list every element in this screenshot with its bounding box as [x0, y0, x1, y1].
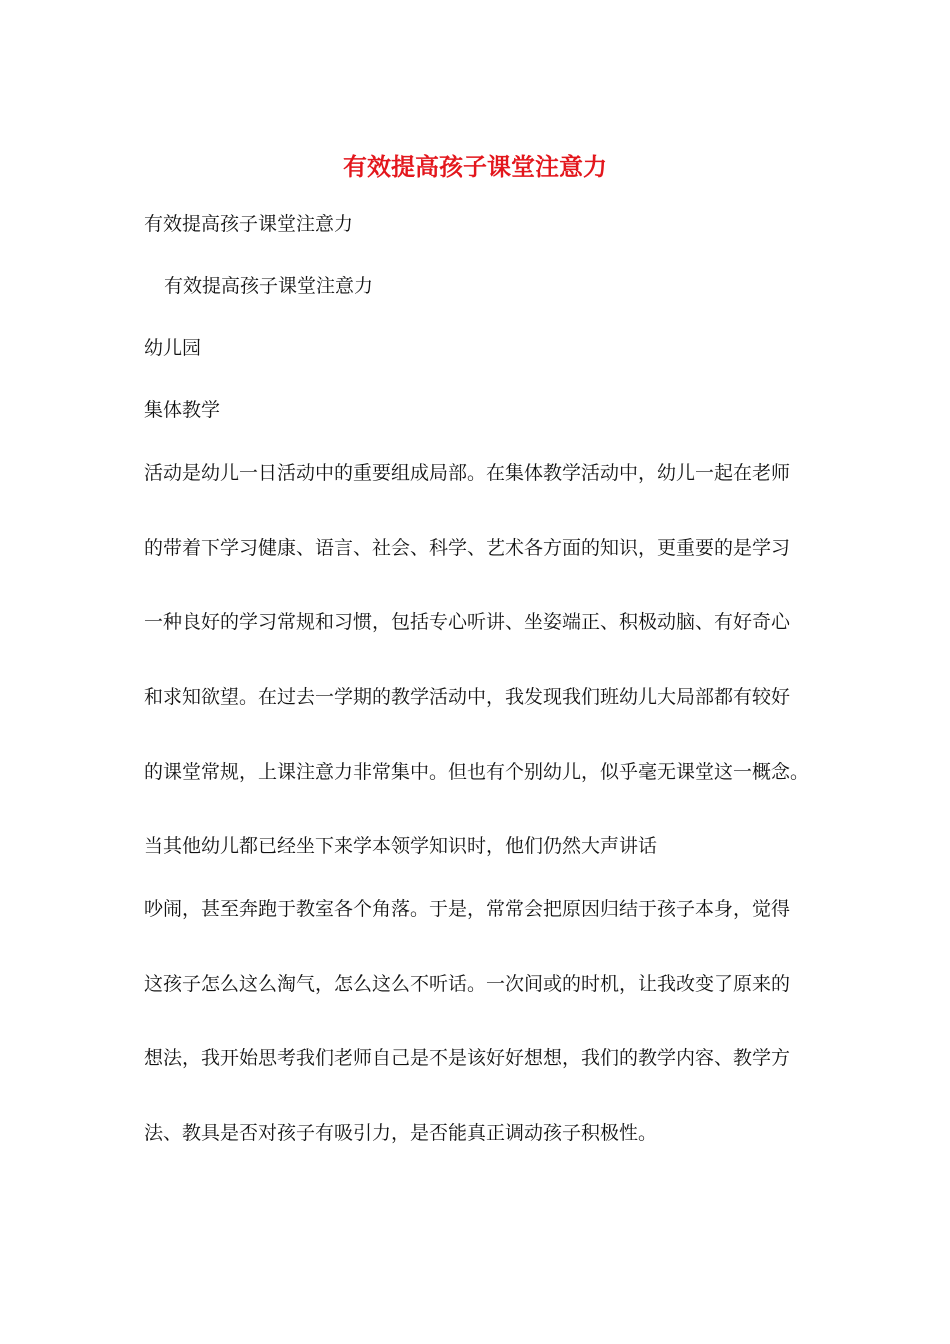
paragraph-line: 吵闹，甚至奔跑于教室各个角落。于是，常常会把原因归结于孩子本身，觉得: [144, 898, 791, 920]
paragraph-line: 法、教具是否对孩子有吸引力，是否能真正调动孩子积极性。: [144, 1122, 658, 1144]
paragraph-line: 和求知欲望。在过去一学期的教学活动中，我发现我们班幼儿大局部都有较好: [144, 686, 791, 708]
paragraph-line: 当其他幼儿都已经坐下来学本领学知识时，他们仍然大声讲话: [144, 835, 658, 857]
paragraph-line: 的课堂常规，上课注意力非常集中。但也有个别幼儿，似乎毫无课堂这一概念。: [144, 761, 810, 783]
subtitle-line: 有效提高孩子课堂注意力: [144, 213, 354, 235]
paragraph-line: 幼儿园: [144, 337, 202, 359]
paragraph-line: 这孩子怎么这么淘气，怎么这么不听话。一次间或的时机，让我改变了原来的: [144, 973, 791, 995]
document-title: 有效提高孩子课堂注意力: [343, 152, 607, 181]
paragraph-line: 一种良好的学习常规和习惯，包括专心听讲、坐姿端正、积极动脑、有好奇心: [144, 611, 791, 633]
paragraph-line: 想法，我开始思考我们老师自己是不是该好好想想，我们的教学内容、教学方: [144, 1047, 791, 1069]
subtitle-line-indented: 有效提高孩子课堂注意力: [164, 275, 374, 297]
paragraph-line: 活动是幼儿一日活动中的重要组成局部。在集体教学活动中，幼儿一起在老师: [144, 462, 791, 484]
paragraph-line: 集体教学: [144, 399, 221, 421]
paragraph-line: 的带着下学习健康、语言、社会、科学、艺术各方面的知识，更重要的是学习: [144, 537, 791, 559]
